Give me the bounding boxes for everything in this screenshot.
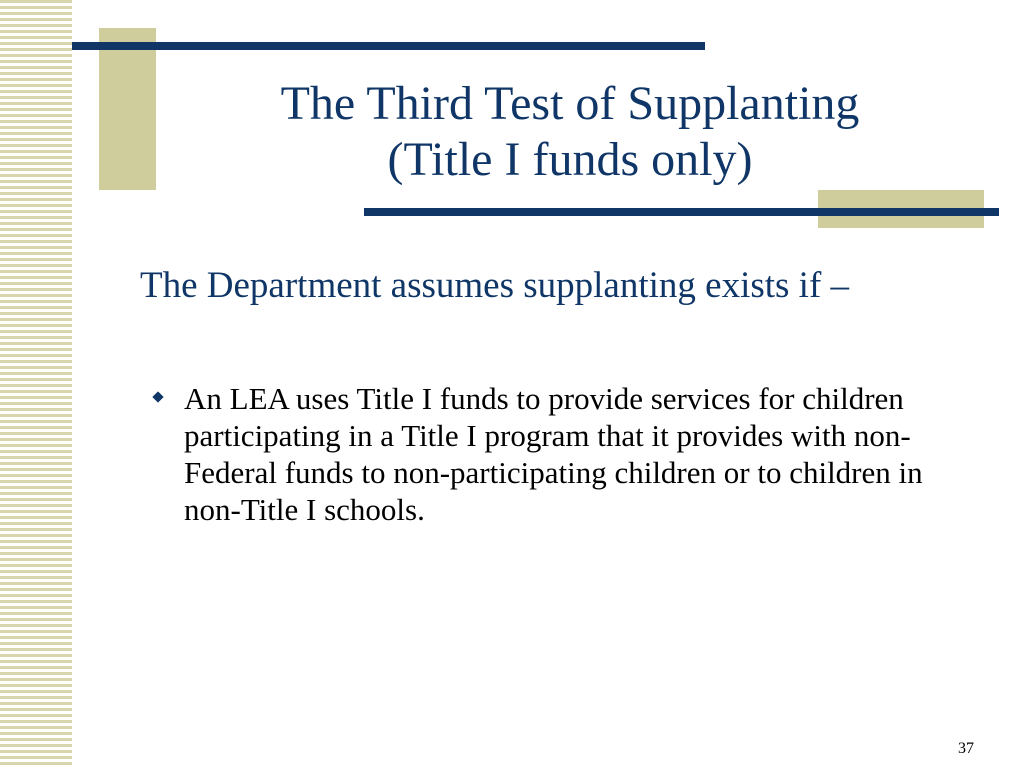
bullet-item [150, 380, 960, 528]
bullet-list [150, 380, 960, 528]
slide-title-line-2: (Title I funds only) [387, 133, 753, 186]
slide-intro-text: The Department assumes supplanting exists if – [140, 265, 850, 306]
decorative-line-bottom [364, 208, 999, 216]
slide-title [170, 76, 970, 188]
decorative-block-left [99, 28, 156, 190]
page-number: 37 [958, 740, 974, 757]
bullet-text: An LEA uses Title I funds to provide services for children participating in a Title I program that it provides with non-Federal funds to non-participating children or to children in non-Title I schools. [184, 381, 923, 527]
decorative-stripes [0, 0, 72, 768]
slide-title-line-1: The Third Test of Supplanting [280, 77, 860, 130]
diamond-bullet-icon [152, 391, 163, 402]
decorative-line-top [72, 42, 705, 50]
